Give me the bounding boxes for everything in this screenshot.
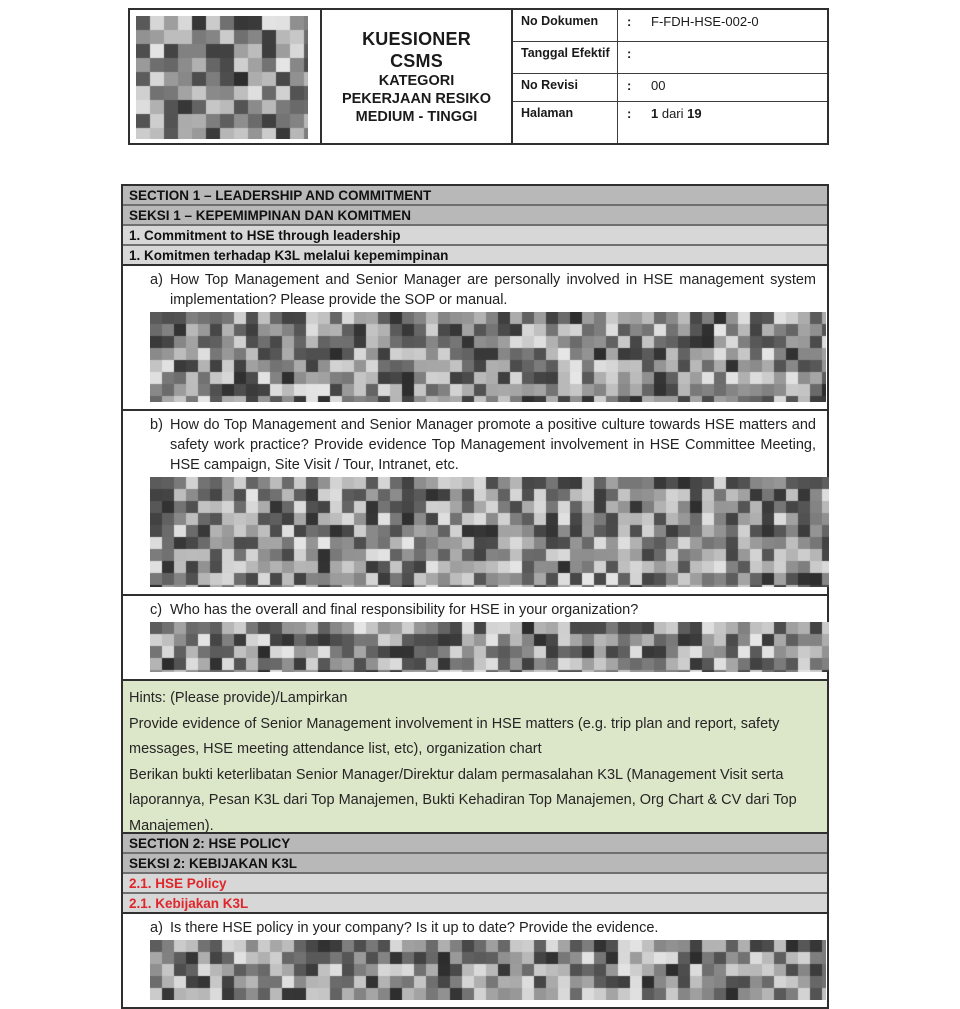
questionnaire-table	[121, 184, 829, 1009]
title-line: KATEGORI	[378, 72, 455, 89]
section1-subheading-en: 1. Commitment to HSE through leadership	[123, 226, 827, 246]
meta-value	[617, 74, 827, 101]
question-label: b)	[150, 417, 163, 433]
question-row-1a	[123, 266, 827, 411]
hints-text-id: Berikan bukti keterlibatan Senior Manager/Direktur dalam permasalahan K3L (Management Visit serta laporannya, Pesan K3L dari Top Manajemen, Bukti Kehadiran Top Manajemen, Org Chart & CV dari Top Manajemen).	[129, 766, 797, 834]
hints-title: Hints: (Please provide)/Lampirkan	[129, 690, 348, 706]
page-total: 19	[687, 106, 702, 121]
meta-label: No Dokumen	[521, 14, 599, 28]
page-current: 1	[651, 106, 659, 121]
page-separator: dari	[658, 106, 688, 121]
question-text: How do Top Management and Senior Manager promote a positive culture towards HSE matters and safety work practice? Provide evidence Top Management involvement in HSE Committee Meeting, HSE campaign, Site Visit / Tour, Intranet, etc.	[170, 417, 816, 473]
meta-row-halaman	[513, 102, 827, 143]
section1-heading-id: SEKSI 1 – KEPEMIMPINAN DAN KOMITMEN	[123, 206, 827, 226]
question-label: a)	[150, 920, 163, 936]
hints-box	[123, 681, 827, 834]
question-text-line	[150, 600, 821, 620]
question-row-2a	[123, 914, 827, 1009]
question-text-line	[150, 270, 821, 310]
answer-evidence-redacted-image	[150, 477, 829, 587]
meta-row-no-dokumen	[513, 10, 827, 42]
section2-subheading-en: 2.1. HSE Policy	[123, 874, 827, 894]
logo-cell	[130, 10, 322, 143]
question-label: a)	[150, 272, 163, 288]
section1-heading-en: SECTION 1 – LEADERSHIP AND COMMITMENT	[123, 186, 827, 206]
meta-label: No Revisi	[521, 78, 578, 92]
question-text: Who has the overall and final responsibility for HSE in your organization?	[170, 602, 639, 618]
meta-row-no-revisi	[513, 74, 827, 102]
document-header-table	[128, 8, 829, 145]
answer-evidence-redacted-image	[150, 940, 826, 1000]
question-text-line	[150, 918, 821, 938]
answer-evidence-redacted-image	[150, 622, 829, 672]
meta-label: Tanggal Efektif	[521, 46, 610, 60]
title-line: PEKERJAAN RESIKO	[341, 90, 492, 107]
meta-row-tanggal-efektif	[513, 42, 827, 74]
document-meta-fields	[513, 10, 827, 143]
doc-number: F-FDH-HSE-002-0	[651, 14, 759, 29]
title-line: MEDIUM - TINGGI	[355, 108, 478, 125]
question-row-1b	[123, 411, 827, 596]
title-line: KUESIONER	[362, 28, 471, 49]
section1-subheading-id: 1. Komitmen terhadap K3L melalui kepemimpinan	[123, 246, 827, 266]
meta-label: Halaman	[521, 106, 574, 120]
meta-value	[617, 42, 827, 73]
colon: :	[627, 14, 632, 29]
hints-text-en: Provide evidence of Senior Management involvement in HSE matters (e.g. trip plan and report, safety messages, HSE meeting attendance list, etc), organization chart	[129, 715, 780, 757]
answer-evidence-redacted-image	[150, 312, 826, 402]
question-text-line	[150, 415, 821, 475]
question-label: c)	[150, 602, 163, 618]
section2-subheading-id: 2.1. Kebijakan K3L	[123, 894, 827, 914]
meta-value	[617, 102, 827, 143]
revision-number: 00	[651, 78, 666, 93]
question-row-1c	[123, 596, 827, 681]
question-text: How Top Management and Senior Manager are personally involved in HSE management system implementation? Please provide the SOP or manual.	[170, 272, 816, 308]
meta-value	[617, 10, 827, 41]
section2-heading-en: SECTION 2: HSE POLICY	[123, 834, 827, 854]
title-line: CSMS	[390, 50, 443, 71]
colon: :	[627, 78, 632, 93]
question-text: Is there HSE policy in your company? Is it up to date? Provide the evidence.	[170, 920, 659, 936]
document-title	[322, 10, 513, 143]
colon: :	[627, 46, 632, 61]
section2-heading-id: SEKSI 2: KEBIJAKAN K3L	[123, 854, 827, 874]
company-logo-redacted-image	[136, 16, 308, 139]
colon: :	[627, 106, 632, 121]
